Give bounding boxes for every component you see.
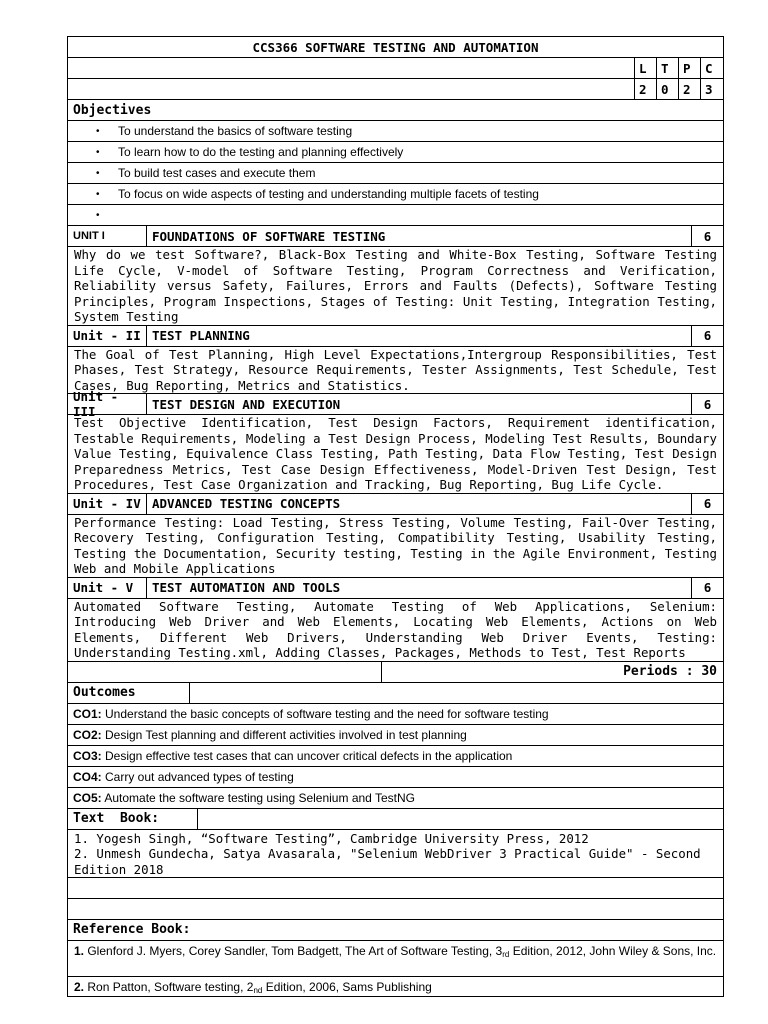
unit-content: Test Objective Identification, Test Design Factors, Requirement identification, Testable Requirements, Modeling a Test Design Process, Modeling Test Results, Boundary Value Testing, Equivalence Class Testing, Path Testing, Data Flow Testing, Test Design Preparedness Metrics, Test Case Design Effectiveness, Model-Driven Test Design, Test Procedures, Test Case Organization and Tracking, Bug Reporting, Bug Life Cycle. [74,415,717,492]
unit-header-row [68,326,724,347]
reference-book-row [68,977,724,997]
unit-content-row [68,415,724,494]
credit-header-p: P [678,58,700,78]
objective-text: To build test cases and execute them [118,166,316,180]
outcome-label: CO3: [73,748,102,763]
periods-total: Periods : 30 [623,664,717,679]
credit-value-c: 3 [700,79,723,99]
outcome-label: CO4: [73,769,102,784]
unit-header-row [68,389,724,419]
reference-suffix: nd [253,985,263,995]
outcome-row [68,704,724,725]
outcome-label: CO5: [73,790,102,805]
reference-book-item [68,977,723,996]
credit-header-t: T [656,58,678,78]
unit-content: The Goal of Test Planning, High Level Expectations,Intergroup Responsibilities, Test Phases, Test Strategy, Resource Requirements, Tester Assignments, Test Schedule, Test Cases, Bug Reporting, Metrics and Statistics. [74,346,717,393]
text-book-item: 1. Yogesh Singh, “Software Testing”, Cambridge University Press, 2012 [74,830,589,846]
unit-hours: 6 [691,226,723,246]
outcome-text: Carry out advanced types of testing [101,769,294,784]
outcome-row [68,767,724,788]
periods-row [68,662,724,683]
bullet-icon: • [96,125,100,137]
reference-suffix: rd [502,949,510,959]
text-book-spacer [198,809,723,829]
credits-spacer [68,58,634,78]
unit-content: Performance Testing: Load Testing, Stress Testing, Volume Testing, Fail-Over Testing, Recovery Testing, Configuration Testing, Compatibility Testing, Usability Testing, Testing the Documentation, Security testing, Testing in the Agile Environment, Testing Web and Mobile Applications [74,514,717,576]
unit-label: Unit - V [68,578,147,598]
unit-hours: 6 [691,326,723,346]
credit-value-p: 2 [678,79,700,99]
text-book-row [68,830,724,878]
credits-header-row [68,58,724,79]
empty-row [68,899,724,920]
reference-text: Edition, 2012, John Wiley & Sons, Inc. [509,943,717,958]
outcome-text: Automate the software testing using Selenium and TestNG [101,790,415,805]
unit-content-row [68,347,724,395]
objectives-heading: Objectives [73,102,152,118]
credit-value-l: 2 [634,79,656,99]
outcome-text: Design Test planning and different activities involved in test planning [101,727,467,742]
reference-book-row [68,941,724,977]
bullet-icon: • [96,209,100,221]
course-title: CCS366 SOFTWARE TESTING AND AUTOMATION [252,39,539,55]
text-book-heading-row [68,809,724,830]
outcome-row [68,746,724,767]
empty-row [68,878,724,899]
credits-spacer [68,79,634,99]
unit-label: Unit - III [68,394,147,414]
course-title-row [68,37,724,58]
credit-header-c: C [700,58,723,78]
bullet-icon: • [96,167,100,179]
bullet-icon: • [96,188,100,200]
unit-label: Unit - IV [68,494,147,514]
reference-book-heading-row [68,920,724,941]
objectives-heading-row [68,100,724,121]
outcome-text: Understand the basic concepts of software testing and the need for software testing [101,706,549,721]
unit-content: Automated Software Testing, Automate Testing of Web Applications, Selenium: Introducing Web Driver and Web Elements, Locating Web Elements, Actions on Web Elements, Different Web Drivers, Understanding Web Driver Events, Testing: Understanding Testing.xml, Adding Classes, Packages, Methods to Test, Test Reports [74,598,717,660]
reference-book-item [68,941,723,976]
unit-content-row [68,515,724,578]
unit-content: Why do we test Software?, Black-Box Testing and White-Box Testing, Software Testing Life Cycle, V-model of Software Testing, Program Correctness and Verification, Reliability versus Safety, Failures, Errors and Faults (Defects), Software Testing Principles, Program Inspections, Stages of Testing: Unit Testing, Integration Testing, System Testing [74,247,717,324]
reference-number: 1. [74,943,85,958]
outcomes-heading: Outcomes [68,683,190,703]
outcome-label: CO2: [73,727,102,742]
unit-title: ADVANCED TESTING CONCEPTS [152,496,341,511]
credits-values-row [68,79,724,100]
outcome-label: CO1: [73,706,102,721]
reference-text: Glenford J. Myers, Corey Sandler, Tom Badgett, The Art of Software Testing, 3 [84,943,503,958]
text-book-heading: Text Book: [68,809,198,829]
objective-item [68,163,724,184]
unit-content-row [68,247,724,326]
unit-hours: 6 [691,394,723,414]
unit-header-row [68,494,724,515]
unit-label: UNIT I [68,226,147,246]
outcomes-heading-row [68,683,724,704]
objective-item [68,184,724,205]
unit-label: Unit - II [68,326,147,346]
unit-content-row [68,599,724,662]
outcome-text: Design effective test cases that can uncover critical defects in the application [101,748,513,763]
bullet-icon: • [96,146,100,158]
objective-item [68,142,724,163]
unit-hours: 6 [691,578,723,598]
outcome-row [68,725,724,746]
reference-text: Edition, 2006, Sams Publishing [262,979,432,994]
reference-book-heading: Reference Book: [73,922,191,937]
reference-number: 2. [74,979,85,994]
outcome-row [68,788,724,809]
credit-value-t: 0 [656,79,678,99]
credit-header-l: L [634,58,656,78]
objective-text: To understand the basics of software testing [118,124,353,138]
objective-item [68,121,724,142]
text-book-item: 2. Unmesh Gundecha, Satya Avasarala, "Selenium WebDriver 3 Practical Guide" - Second Edition 2018 [74,846,701,877]
outcomes-spacer [190,683,723,703]
unit-header-row [68,226,724,247]
objective-item [68,205,724,226]
objective-text: To learn how to do the testing and planning effectively [118,145,404,159]
unit-title: TEST DESIGN AND EXECUTION [152,396,341,412]
objective-text: To focus on wide aspects of testing and understanding multiple facets of testing [118,187,539,201]
unit-header-row [68,578,724,599]
reference-text: Ron Patton, Software testing, 2 [84,979,254,994]
unit-title: TEST AUTOMATION AND TOOLS [152,580,341,595]
unit-title: TEST PLANNING [152,328,250,343]
unit-hours: 6 [691,494,723,514]
unit-title: FOUNDATIONS OF SOFTWARE TESTING [152,228,386,244]
periods-spacer [68,662,382,682]
syllabus-table [67,36,724,997]
